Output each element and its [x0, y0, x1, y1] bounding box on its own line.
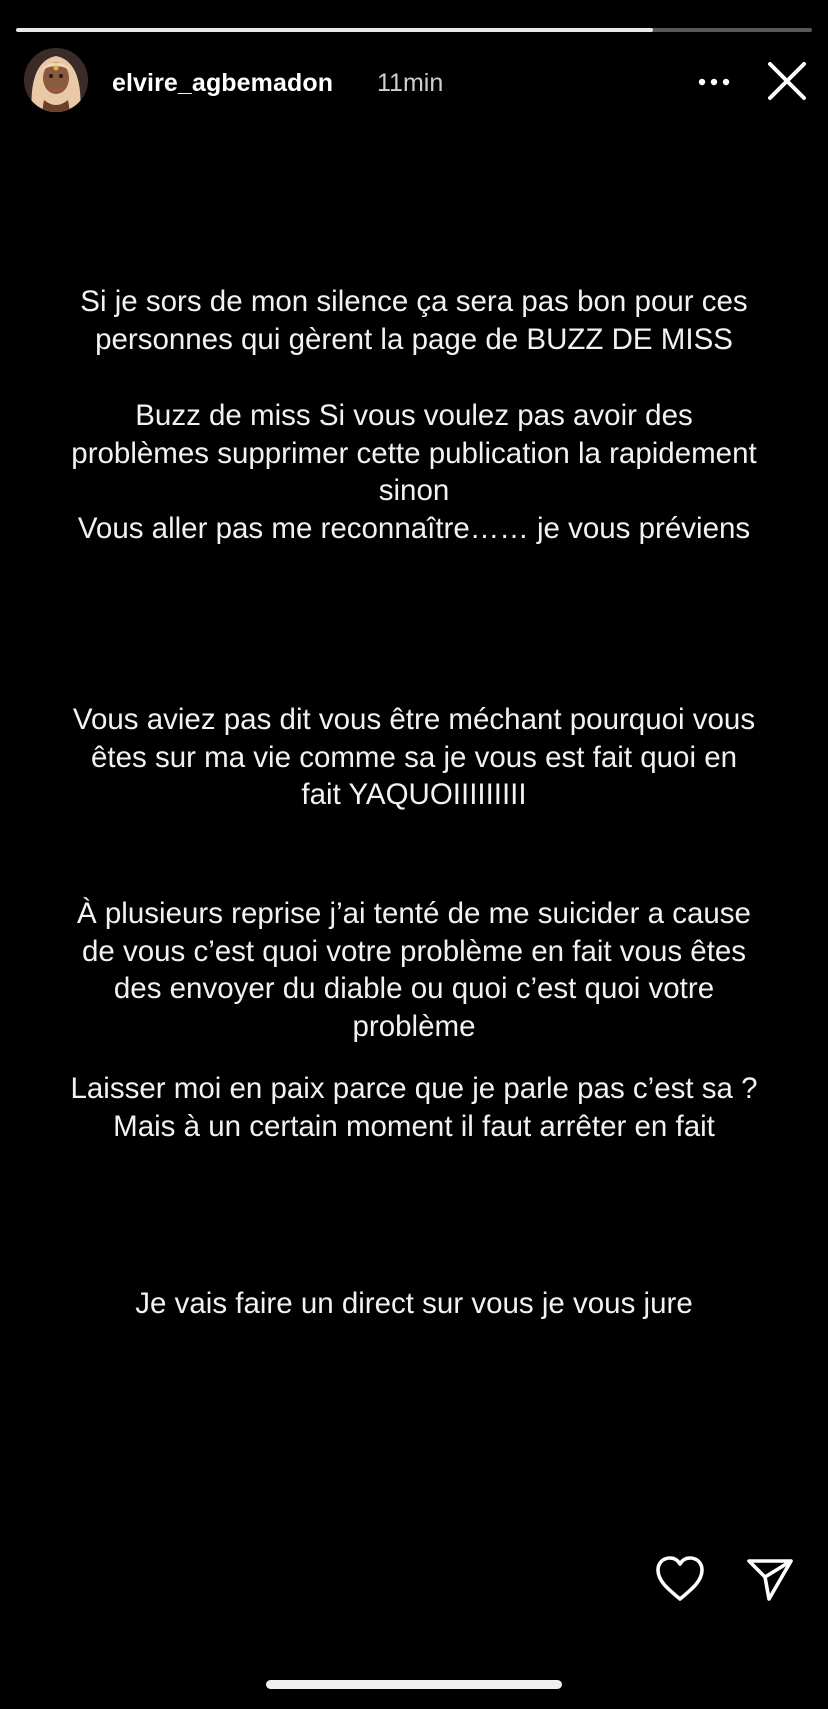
story-progress-bar [16, 28, 812, 32]
more-horizontal-icon[interactable] [692, 66, 736, 98]
story-text-paragraph-6: Je vais faire un direct sur vous je vous jure [135, 1287, 693, 1320]
story-timestamp: 11min [377, 69, 444, 97]
story-text-paragraph-2: Buzz de miss Si vous voulez pas avoir des problèmes supprimer cette publication la rapidement sinon Vous aller pas me reconnaître…… je vous préviens [71, 399, 757, 545]
close-icon[interactable] [764, 58, 810, 104]
home-indicator[interactable] [266, 1680, 562, 1689]
heart-icon[interactable] [654, 1555, 706, 1603]
story-text-paragraph-5: Laisser moi en paix parce que je parle pas c’est sa ? Mais à un certain moment il faut arrêter en fait [70, 1072, 758, 1143]
story-header [24, 48, 814, 114]
story-progress-fill [16, 28, 653, 32]
story-text-paragraph-1: Si je sors de mon silence ça sera pas bon pour ces personnes qui gèrent la page de BUZZ DE MISS [80, 285, 748, 356]
avatar[interactable] [24, 48, 88, 112]
story-username[interactable]: elvire_agbemadon [112, 69, 334, 97]
story-text-paragraph-3: Vous aviez pas dit vous être méchant pourquoi vous êtes sur ma vie comme sa je vous est fait quoi en fait YAQUOIIIIIIIII [72, 703, 756, 811]
story-text-paragraph-4: À plusieurs reprise j’ai tenté de me suicider a cause de vous c’est quoi votre problème en fait vous êtes des envoyer du diable ou quoi c’est quoi votre problème [77, 897, 751, 1043]
send-icon[interactable] [745, 1555, 795, 1603]
